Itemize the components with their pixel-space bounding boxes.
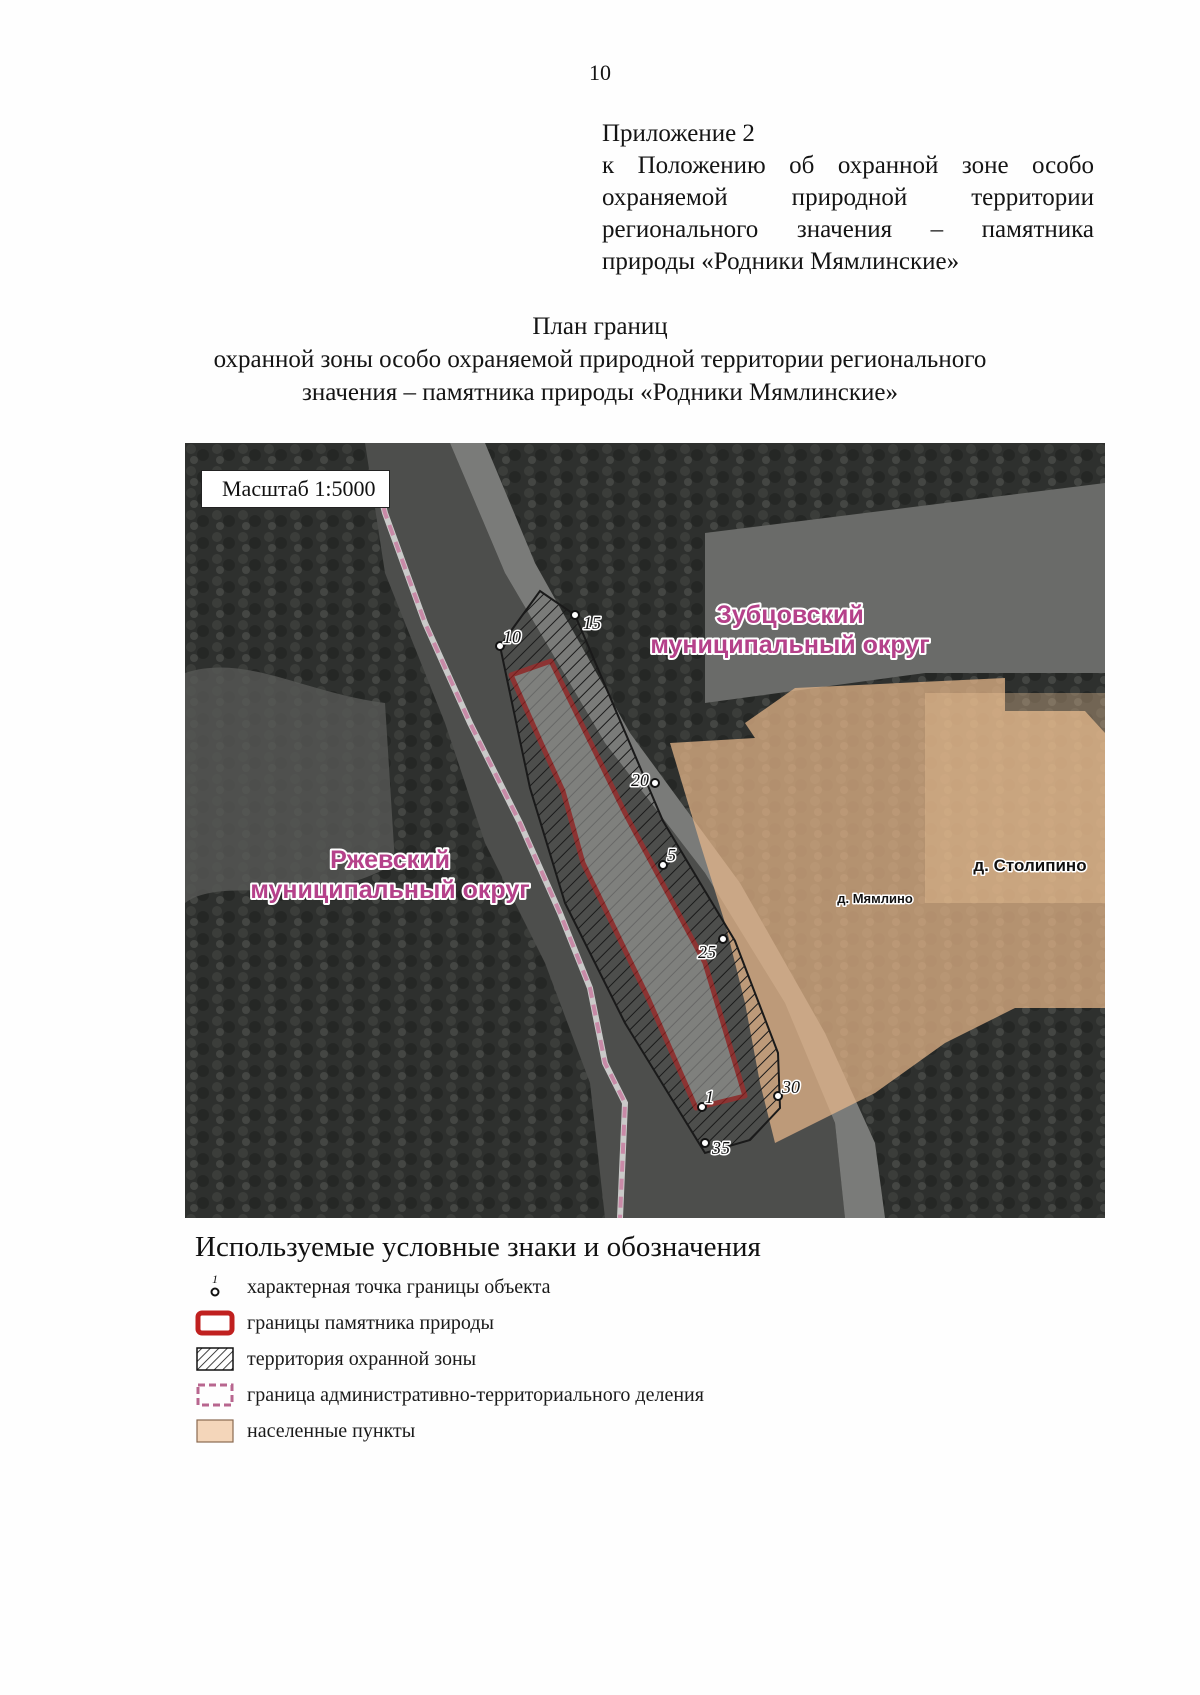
annex-heading — [602, 118, 1094, 278]
boundary-point-icon — [651, 779, 659, 787]
plan-title-line: План границ — [532, 313, 668, 340]
point-example-label: 1 — [212, 1274, 218, 1286]
boundary-point-icon — [701, 1139, 709, 1147]
annex-line: природы «Родники Мямлинские» — [602, 248, 960, 275]
district-east-label: Зубцовский — [716, 601, 864, 629]
legend-text: территория охранной зоны — [247, 1348, 477, 1370]
plan-title — [0, 310, 1200, 409]
page-number: 10 — [589, 60, 611, 85]
district-east-label: муниципальный округ — [650, 631, 930, 659]
legend-item — [195, 1306, 1095, 1342]
point-label: 10 — [503, 627, 521, 647]
hatch-icon — [195, 1346, 235, 1372]
legend-item — [195, 1342, 1095, 1378]
boundary-map — [185, 443, 1105, 1218]
point-label: 30 — [782, 1077, 800, 1097]
dashed-outline-icon — [195, 1382, 235, 1408]
settlement-icon — [195, 1418, 235, 1444]
boundary-point-icon — [571, 611, 579, 619]
point-label: 5 — [667, 845, 676, 865]
point-label: 25 — [698, 942, 716, 962]
red-outline-icon — [195, 1310, 235, 1336]
map-canvas — [185, 443, 1105, 1218]
point-label: 20 — [631, 770, 649, 790]
district-west-label: муниципальный округ — [250, 876, 530, 904]
legend — [195, 1270, 1095, 1450]
legend-item — [195, 1414, 1095, 1450]
point-label: 15 — [583, 613, 601, 633]
annex-line: к Положению об охранной зоне особо — [602, 152, 1094, 179]
legend-item — [195, 1378, 1095, 1414]
legend-text: характерная точка границы объекта — [247, 1276, 551, 1298]
boundary-point-icon — [195, 1274, 235, 1300]
plan-title-line: охранной зоны особо охраняемой природной территории регионального — [213, 346, 987, 373]
legend-item — [195, 1270, 1095, 1306]
legend-text: населенные пункты — [247, 1420, 416, 1442]
annex-line: регионального значения – памятника — [602, 216, 1094, 243]
annex-title: Приложение 2 — [602, 120, 755, 147]
legend-title: Используемые условные знаки и обозначения — [195, 1231, 761, 1263]
legend-text: границы памятника природы — [247, 1312, 494, 1334]
point-label: 1 — [705, 1087, 714, 1107]
village-stolipino-label: д. Столипино — [973, 856, 1087, 875]
legend-text: граница административно-территориального деления — [247, 1384, 704, 1406]
plan-title-line: значения – памятника природы «Родники Мямлинские» — [302, 379, 898, 406]
point-label: 35 — [712, 1138, 730, 1158]
annex-line: охраняемой природной территории — [602, 184, 1094, 211]
scale-label: Масштаб 1:5000 — [201, 470, 390, 508]
boundary-point-icon — [774, 1092, 782, 1100]
boundary-point-icon — [719, 935, 727, 943]
boundary-point-icon — [659, 861, 667, 869]
district-west-label: Ржевский — [330, 846, 450, 874]
village-myamlino-label: д. Мямлино — [837, 891, 913, 906]
